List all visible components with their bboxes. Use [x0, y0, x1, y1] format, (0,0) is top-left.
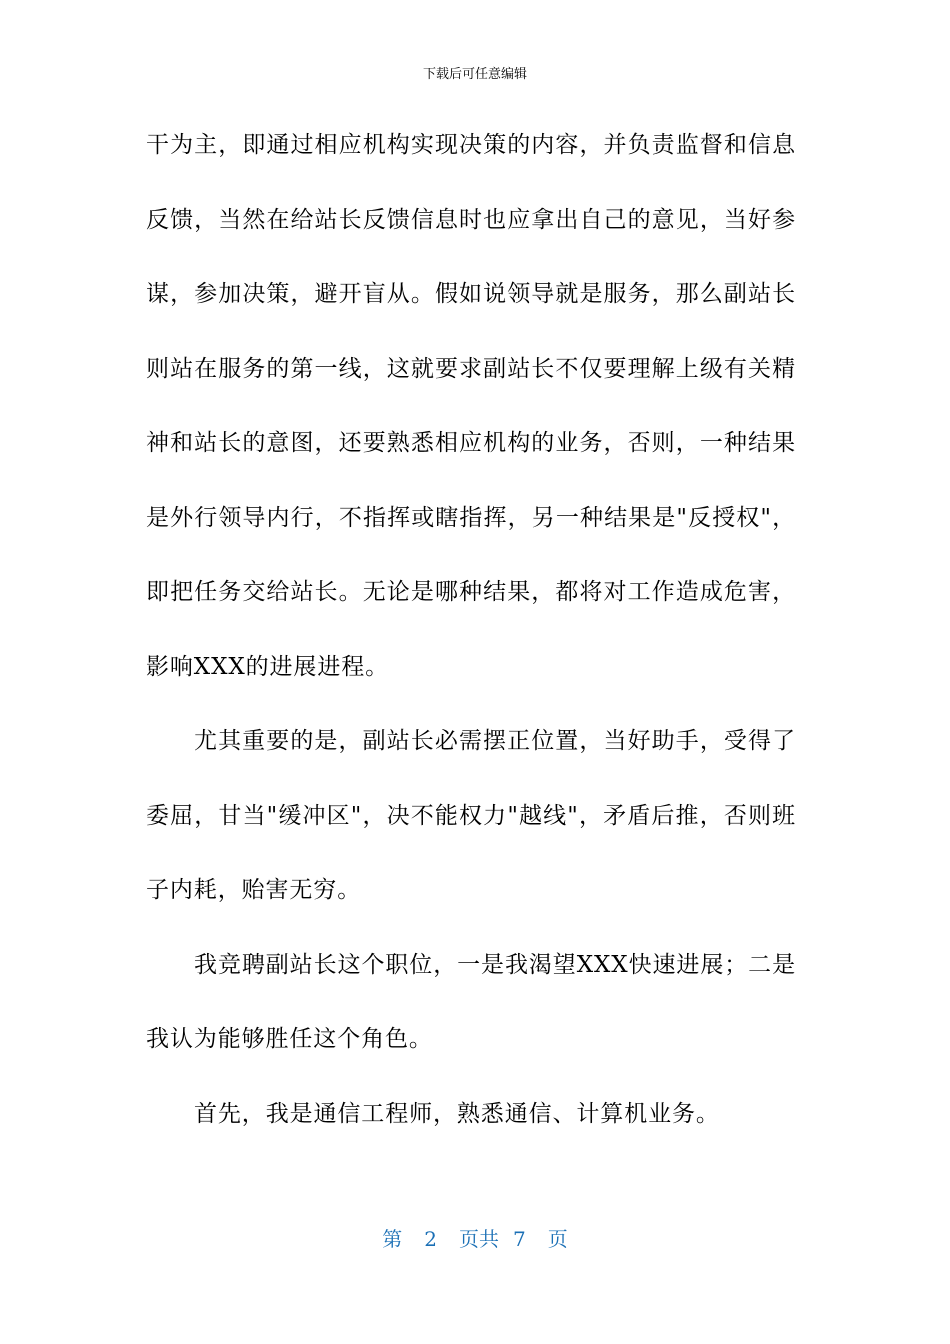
- paragraph-4: [146, 1077, 796, 1152]
- text-line: 神和站长的意图，还要熟悉相应机构的业务，否则，一种结果: [146, 430, 796, 456]
- footer-label-page: 第: [382, 1227, 403, 1251]
- page-footer: [0, 1226, 950, 1252]
- text-line: 我认为能够胜任这个角色。: [146, 1026, 433, 1052]
- text-line: 首先，我是通信工程师，熟悉通信、计算机业务。: [194, 1100, 720, 1127]
- text-line: 是外行领导内行，不指挥或瞎指挥，另一种结果是"反授权"，: [146, 504, 796, 531]
- text-line: 则站在服务的第一线，这就要求副站长不仅要理解上级有关精: [146, 355, 796, 382]
- footer-total-pages: 7: [513, 1227, 526, 1251]
- paragraph-3: [146, 928, 796, 1077]
- footer-label-total: 页共: [459, 1227, 499, 1251]
- text-line: 影响XXX的进展进程。: [146, 653, 390, 680]
- text-line: 尤其重要的是，副站长必需摆正位置，当好助手，受得了: [194, 728, 796, 754]
- text-line: 谋，参加决策，避开盲从。假如说领导就是服务，那么副站长: [146, 281, 796, 307]
- paragraph-2: [146, 704, 796, 928]
- paragraph-1: [146, 108, 796, 704]
- document-body: [146, 108, 796, 1151]
- page-header: [0, 66, 950, 84]
- text-line: 我竞聘副站长这个职位，一是我渴望XXX快速进展；二是: [194, 951, 796, 978]
- header-text: 下载后可任意编辑: [422, 67, 527, 82]
- text-line: 反馈，当然在给站长反馈信息时也应拿出自己的意见，当好参: [146, 206, 796, 233]
- text-line: 干为主，即通过相应机构实现决策的内容，并负责监督和信息: [146, 132, 796, 158]
- text-line: 委屈，甘当"缓冲区"，决不能权力"越线"，矛盾后推，否则班: [146, 802, 796, 829]
- text-line: 子内耗，贻害无穷。: [146, 877, 362, 903]
- footer-label-end: 页: [547, 1227, 568, 1251]
- footer-current-page: 2: [424, 1227, 437, 1251]
- text-line: 即把任务交给站长。无论是哪种结果，都将对工作造成危害，: [146, 579, 796, 605]
